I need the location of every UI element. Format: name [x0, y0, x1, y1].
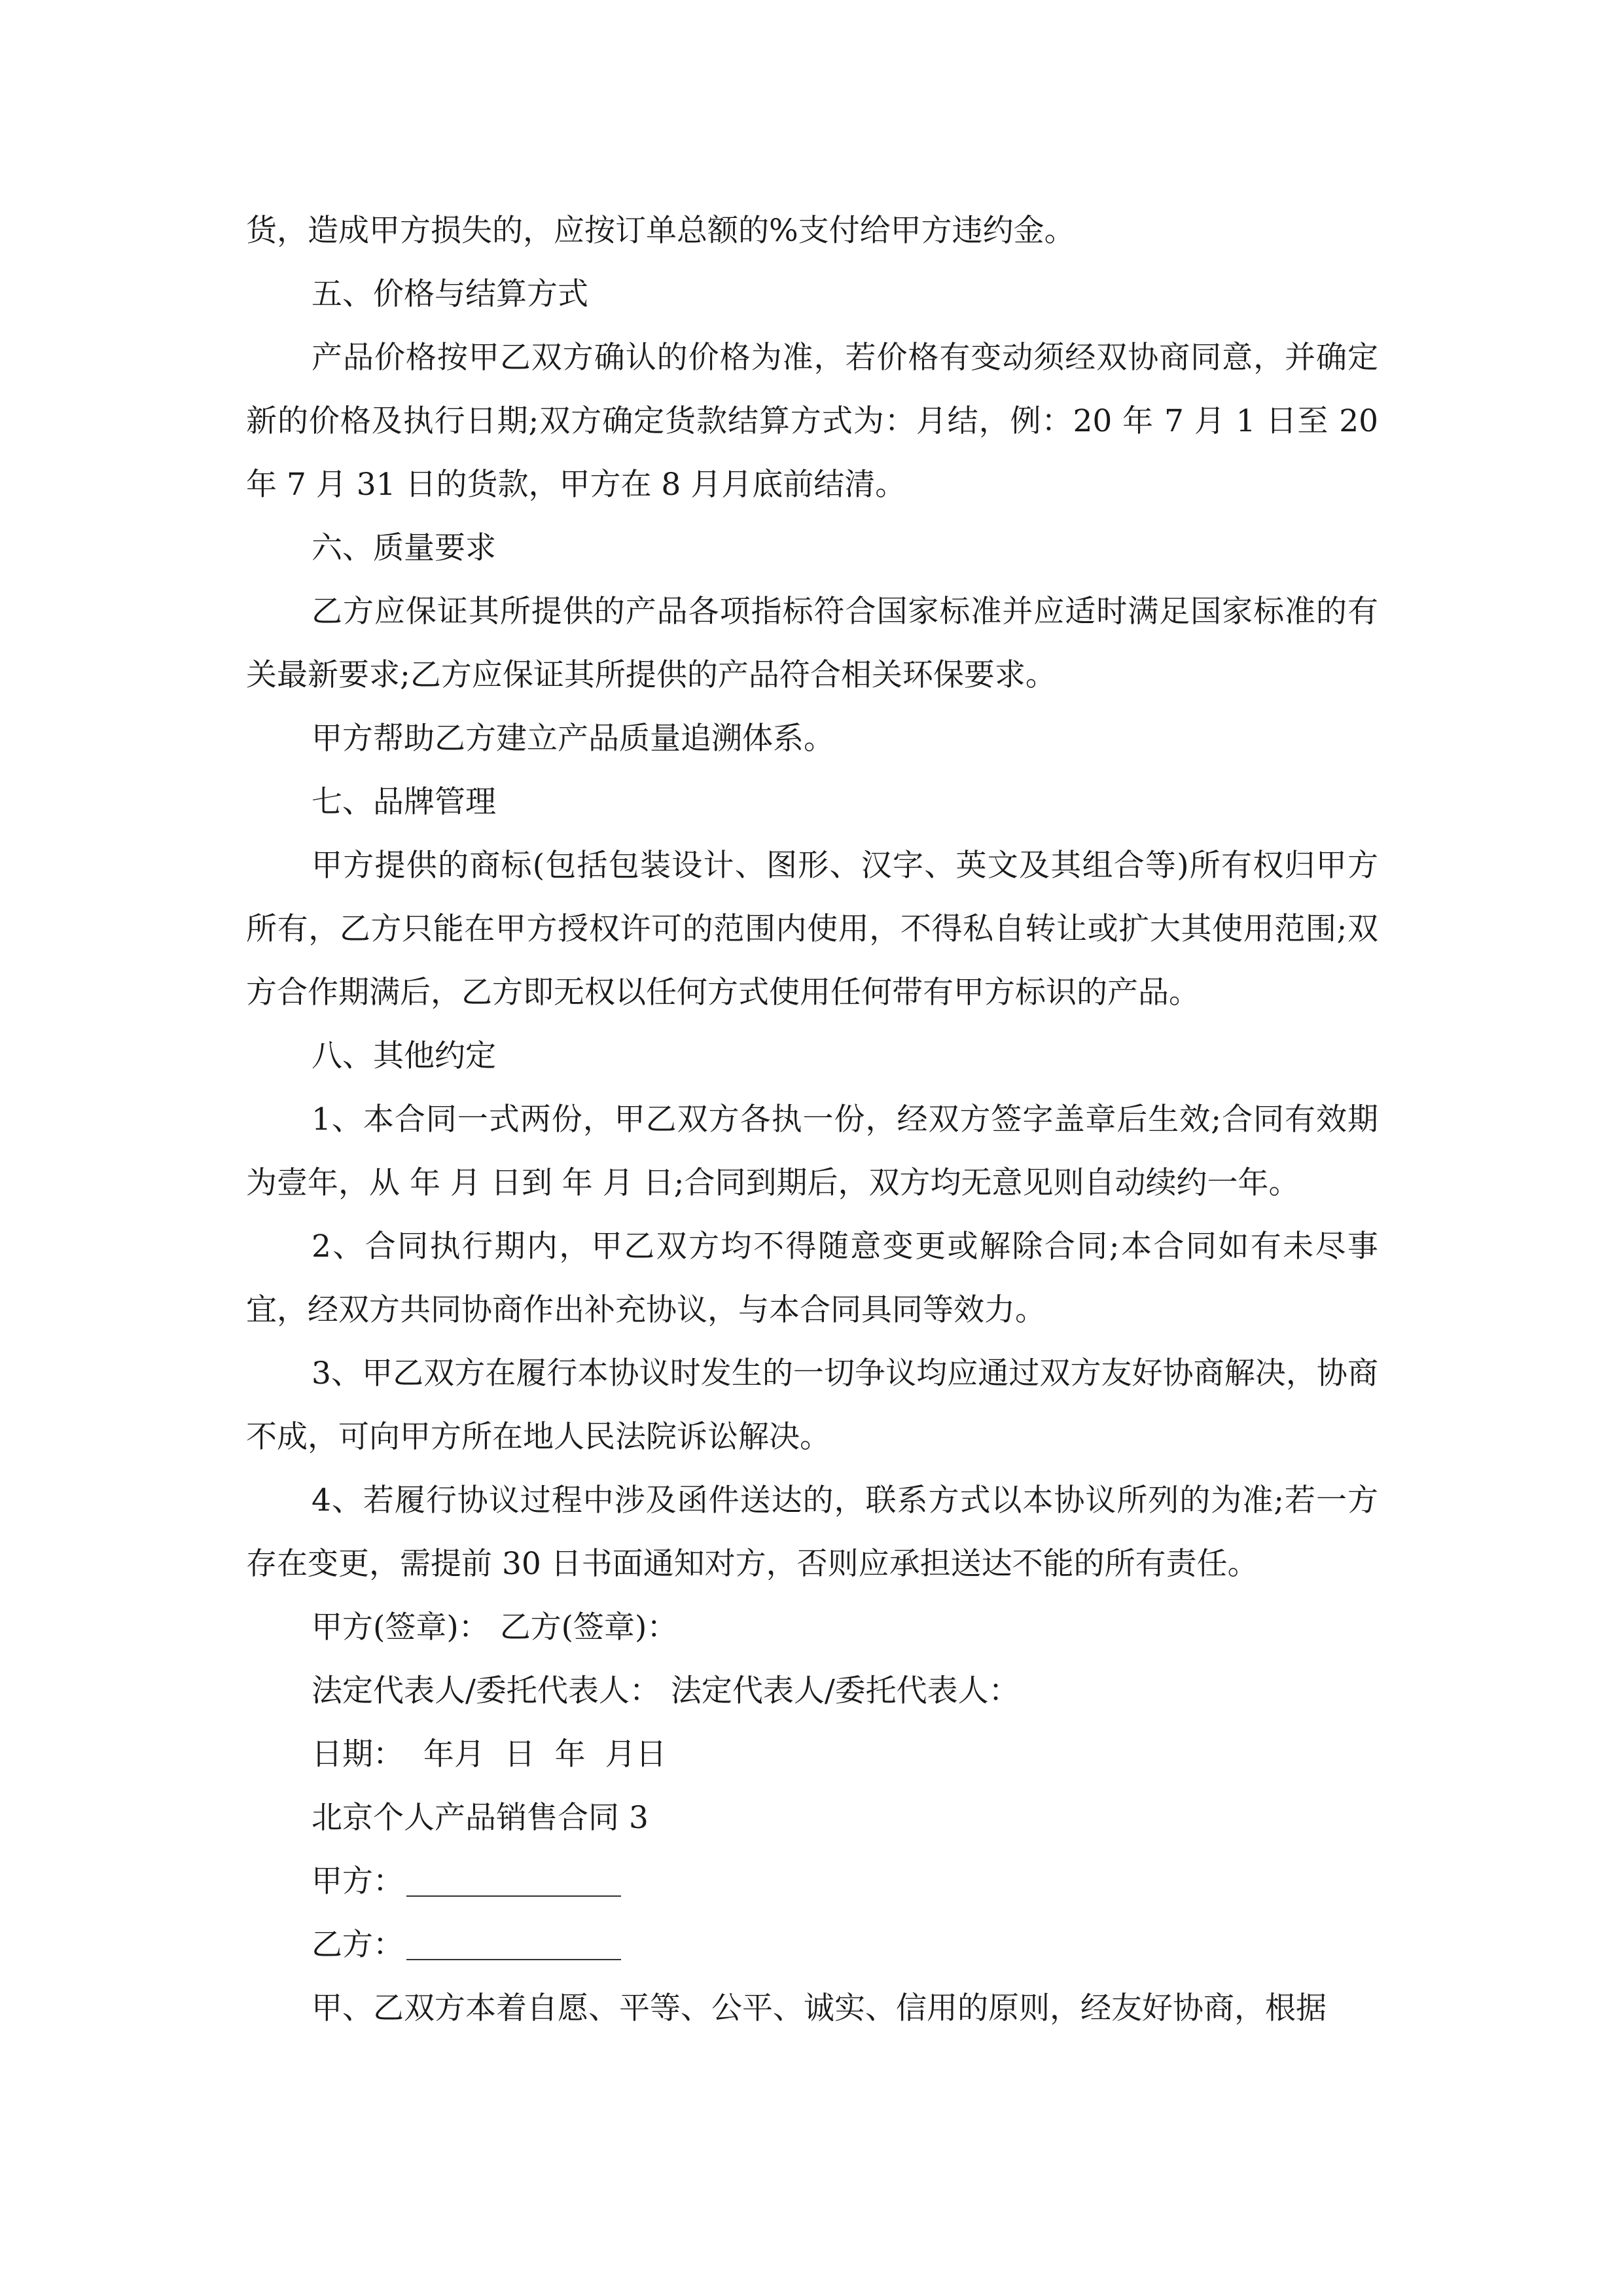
next-contract-party-a: [246, 1850, 1378, 1913]
paragraph-continuation: 货，造成甲方损失的，应按订单总额的%支付给甲方违约金。: [246, 213, 1075, 249]
party-b-label: 乙方：: [312, 1927, 404, 1963]
party-a-label: 甲方：: [312, 1863, 404, 1899]
party-a-seal-label: 甲方(签章)：: [312, 1609, 490, 1645]
representative-line: [246, 1659, 1378, 1723]
next-contract-title: 北京个人产品销售合同 3: [312, 1800, 649, 1836]
clause-disputes: 3、甲乙双方在履行本协议时发生的一切争议均应通过双方友好协商解决，协商不成，可向甲方所在地人民法院诉讼解决。: [246, 1355, 1378, 1455]
party-a-representative-label: 法定代表人/委托代表人：: [312, 1673, 660, 1709]
paragraph-quality-traceability: 甲方帮助乙方建立产品质量追溯体系。: [312, 721, 834, 757]
section-heading-brand: 七、品牌管理: [312, 784, 496, 820]
date-line: 日期： 年月 日 年 月日: [312, 1736, 667, 1772]
party-b-blank-underline: [406, 1958, 621, 1960]
paragraph-brand-management: 甲方提供的商标(包括包装设计、图形、汉字、英文及其组合等)所有权归甲方所有，乙方只能在甲方授权许可的范围内使用，不得私自转让或扩大其使用范围;双方合作期满后，乙方即无权以任何方式使用任何带有甲方标识的产品。: [246, 848, 1378, 1011]
clause-copies-validity: 1、本合同一式两份，甲乙双方各执一份，经双方签字盖章后生效;合同有效期为壹年，从 年 月 日到 年 月 日;合同到期后，双方均无意见则自动续约一年。: [246, 1102, 1378, 1201]
section-heading-price: 五、价格与结算方式: [312, 276, 588, 312]
party-a-blank-underline: [406, 1895, 621, 1897]
section-heading-other: 八、其他约定: [312, 1038, 496, 1074]
next-contract-intro: 甲、乙双方本着自愿、平等、公平、诚实、信用的原则，经友好协商，根据: [312, 1990, 1327, 2026]
party-b-representative-label: 法定代表人/委托代表人：: [670, 1673, 1020, 1709]
party-b-seal-label: 乙方(签章)：: [499, 1609, 678, 1645]
paragraph-quality-standards: 乙方应保证其所提供的产品各项指标符合国家标准并应适时满足国家标准的有关最新要求;乙方应保证其所提供的产品符合相关环保要求。: [246, 594, 1378, 693]
section-heading-quality: 六、质量要求: [312, 530, 496, 566]
paragraph-price-settlement: 产品价格按甲乙双方确认的价格为准，若价格有变动须经双协商同意，并确定新的价格及执行日期;双方确定货款结算方式为：月结，例：20 年 7 月 1 日至 20 年 7 月 31 日的货款，甲方在 8 月月底前结清。: [246, 340, 1378, 503]
clause-notices: 4、若履行协议过程中涉及函件送达的，联系方式以本协议所列的为准;若一方存在变更，需提前 30 日书面通知对方，否则应承担送达不能的所有责任。: [246, 1482, 1378, 1582]
clause-no-changes: 2、合同执行期内，甲乙双方均不得随意变更或解除合同;本合同如有未尽事宜，经双方共同协商作出补充协议，与本合同具同等效力。: [246, 1229, 1378, 1328]
next-contract-party-b: [246, 1913, 1378, 1977]
signature-line: [246, 1596, 1378, 1659]
document-body: [246, 199, 1378, 2040]
